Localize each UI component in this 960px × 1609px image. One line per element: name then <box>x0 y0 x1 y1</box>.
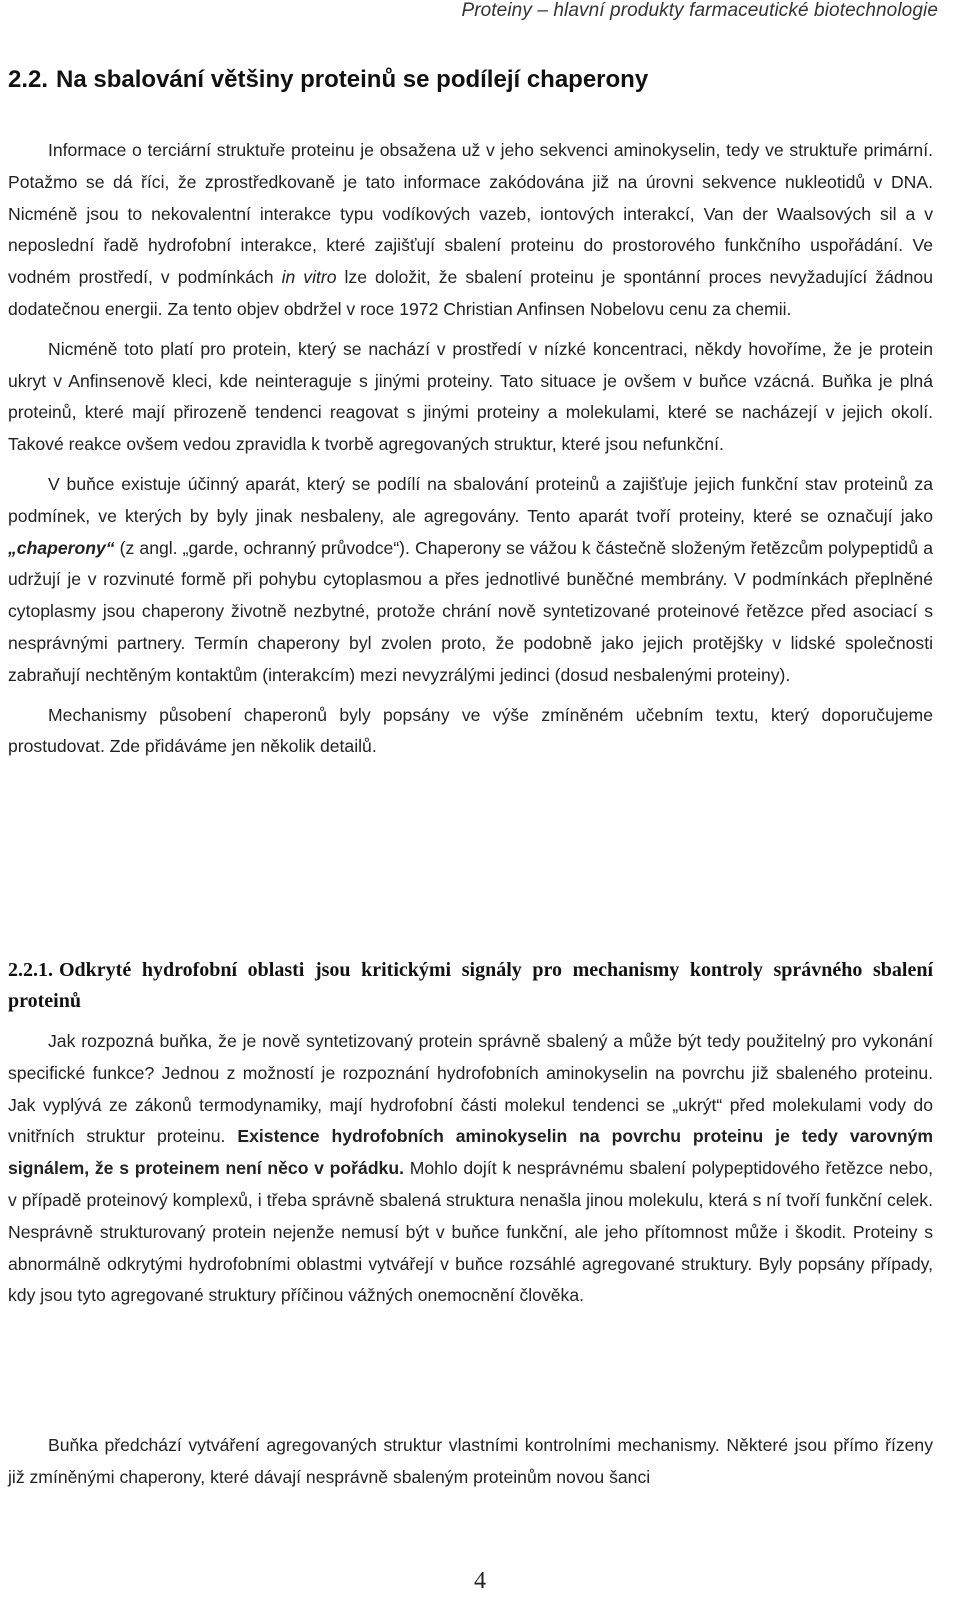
page-number: 4 <box>474 1568 486 1594</box>
paragraph-2: Nicméně toto platí pro protein, který se nachází v prostředí v nízké koncentraci, někdy hovoříme, že je protein ukryt v Anfinsenově kleci, kde neinteraguje s jinými proteiny. Tato situace je ovšem v buňce vzácná. Buňka je plná proteinů, které mají přirozeně tendenci reagovat s jinými proteiny a molekulami, které se nacházejí v jejich okolí. Takové reakce ovšem vedou zpravidla k tvorbě agregovaných struktur, které jsou nefunkční. <box>8 338 933 455</box>
paragraph-4: Mechanismy působení chaperonů byly popsány ve výše zmíněném učebním textu, který doporučujeme prostudovat. Zde přidáváme jen několik detailů. <box>8 704 933 757</box>
final-paragraph-block <box>8 1430 933 1494</box>
paragraph-1: Informace o terciární struktuře proteinu je obsažena už v jeho sekvenci aminokyselin, tedy ve struktuře primární. Potažmo se dá říci, že zprostředkovaně je tato informace zakódována již na úrovni sekvence nukleotidů v DNA. Nicméně jsou to nekovalentní interakce typu vodíkových vazeb, iontových interakcí, Van der Waalsových sil a v neposlední řadě hydrofobní interakce, které zajišťují sbalení proteinu do prostorového funkčního uspořádání. Ve vodném prostředí, v podmínkách in vitro lze doložit, že sbalení proteinu je spontánní proces nevyžadující žádnou dodatečnou energii. Za tento objev obdržel v roce 1972 Christian Anfinsen Nobelovu cenu za chemii. <box>8 140 933 319</box>
paragraph-6: Buňka předchází vytváření agregovaných struktur vlastními kontrolními mechanismy. Některé jsou přímo řízeny již zmíněnými chaperony, které dávají nesprávně sbaleným proteinům novou šanci <box>8 1435 933 1487</box>
subsection-body <box>8 1026 933 1312</box>
bold-statement: Existence hydrofobních aminokyselin na povrchu proteinu je tedy varovným signálem, že s proteinem není něco v pořádku. <box>8 1126 933 1179</box>
paragraph-3: V buňce existuje účinný aparát, který se podílí na sbalování proteinů a zajišťuje jejich funkční stav proteinů za podmínek, ve kterých by byly jinak nesbaleny, ale agregovány. Tento aparát tvoří proteiny, které se označují jako „chaperony“ (z angl. „garde, ochranný průvodce“). Chaperony se vážou k částečně složeným řetězcům polypeptidů a udržují je v rozvinuté formě při pohybu cytoplasmou a přes jednotlivé buněčné membrány. V podmínkách přeplněné cytoplasmy jsou chaperony životně nezbytné, protože chrání nově syntetizované proteinové řetězce před asociací s nesprávnými partnery. Termín chaperony byl zvolen proto, že podobně jako jejich protějšky v lidské společnosti zabraňují nechtěným kontaktům (interakcím) mezi nevyzrálými jedinci (dosud nesbalenými proteiny). <box>8 473 933 685</box>
subsection-number: 2.2.1. <box>8 959 53 981</box>
section-number: 2.2. <box>8 66 49 93</box>
running-header: Proteiny – hlavní produkty farmaceutické biotechnologie <box>461 0 938 21</box>
chaperony-term: „chaperony“ <box>8 537 115 558</box>
paragraph-5: Jak rozpozná buňka, že je nově syntetizovaný protein správně sbalený a může být tedy použitelný pro vykonání specifické funkce? Jednou z možností je rozpoznání hydrofobních aminokyselin na povrchu již sbaleného proteinu. Jak vyplývá ze zákonů termodynamiky, mají hydrofobní části molekul tendenci se „ukrýt“ před molekulami vody do vnitřních struktur proteinu. Existence hydrofobních aminokyselin na povrchu proteinu je tedy varovným signálem, že s proteinem není něco v pořádku. Mohlo dojít k nesprávnému sbalení polypeptidového řetězce nebo, v případě proteinový komplexů, i třeba správně sbalená struktura nenašla jinou molekulu, která s ní tvoří funkční celek. Nesprávně strukturovaný protein nejenže nemusí být v buňce funkční, ale jeho přítomnost může i škodit. Proteiny s abnormálně odkrytými hydrofobními oblastmi vytvářejí v buňce rozsáhlé agregované struktury. Byly popsány případy, kdy jsou tyto agregované struktury příčinou vážných onemocnění člověka. <box>8 1031 933 1306</box>
italic-term: in vitro <box>281 267 337 288</box>
subsection-heading <box>8 955 933 1017</box>
section-body <box>8 135 933 763</box>
section-title: Na sbalování většiny proteinů se podílejí chaperony <box>56 66 649 93</box>
section-heading <box>8 66 948 94</box>
subsection-title: Odkryté hydrofobní oblasti jsou kritickými signály pro mechanismy kontroly správného sbalení proteinů <box>8 959 933 1012</box>
